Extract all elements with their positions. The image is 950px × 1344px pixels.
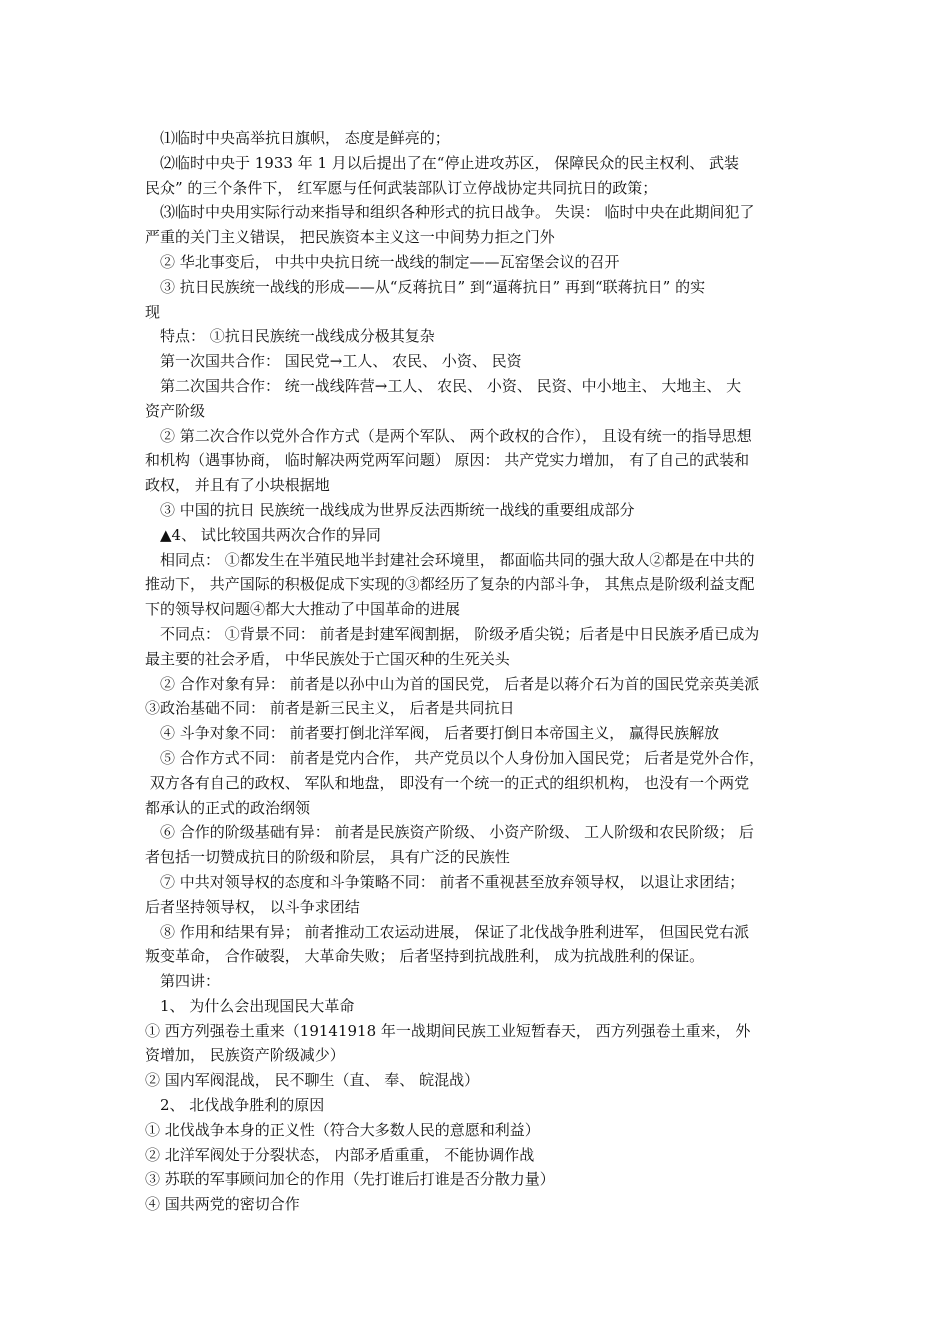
- text-line: 推动下， 共产国际的积极促成下实现的③都经历了复杂的内部斗争， 其焦点是阶级利益支配: [145, 575, 755, 594]
- text-line: ⑵临时中央于 1933 年 1 月以后提出了在“停止进攻苏区， 保障民众的民主权利、 武装: [160, 153, 739, 172]
- text-line: ⑶临时中央用实际行动来指导和组织各种形式的抗日战争。 失误： 临时中央在此期间犯了: [160, 203, 755, 222]
- text-line: 下的领导权问题④都大大推动了中国革命的进展: [145, 600, 461, 619]
- text-line: ⑦ 中共对领导权的态度和斗争策略不同： 前者不重视甚至放弃领导权， 以退让求团结；: [160, 872, 745, 891]
- text-line: ③政治基础不同： 前者是新三民主义， 后者是共同抗日: [145, 699, 515, 718]
- text-line: 相同点： ①都发生在半殖民地半封建社会环境里， 都面临共同的强大敌人②都是在中共的: [160, 550, 755, 569]
- text-line: ② 合作对象有异： 前者是以孙中山为首的国民党， 后者是以蒋介石为首的国民党亲英美派: [160, 674, 760, 693]
- text-line: ④ 斗争对象不同： 前者要打倒北洋军阀， 后者要打倒日本帝国主义， 赢得民族解放: [160, 724, 720, 743]
- text-line: ▲4、 试比较国共两次合作的异同: [160, 525, 381, 544]
- text-line: ⑤ 合作方式不同： 前者是党内合作， 共产党员以个人身份加入国民党； 后者是党外合作，: [160, 748, 765, 767]
- text-line: 第四讲：: [160, 972, 221, 991]
- text-line: 严重的关门主义错误， 把民族资本主义这一中间势力拒之门外: [145, 228, 555, 247]
- text-line: ② 第二次合作以党外合作方式（是两个军队、 两个政权的合作）， 且设有统一的指导思想: [160, 426, 752, 445]
- text-line: 第二次国共合作： 统一战线阵营→工人、 农民、 小资、 民资、中小地主、 大地主、 大: [160, 376, 742, 395]
- text-line: ① 北伐战争本身的正义性（符合大多数人民的意愿和利益）: [145, 1120, 540, 1139]
- text-line: 1、 为什么会出现国民大革命: [160, 996, 355, 1015]
- text-line: 第一次国共合作： 国民党→工人、 农民、 小资、 民资: [160, 352, 522, 371]
- text-line: 最主要的社会矛盾， 中华民族处于亡国灭种的生死关头: [145, 649, 510, 668]
- text-line: ③ 苏联的军事顾问加仑的作用（先打谁后打谁是否分散力量）: [145, 1170, 555, 1189]
- text-line: 特点： ①抗日民族统一战线成分极其复杂: [160, 327, 435, 346]
- text-line: ① 西方列强卷土重来（19141918 年一战期间民族工业短暂春天， 西方列强卷土重来， 外: [145, 1021, 751, 1040]
- text-line: 民众” 的三个条件下， 红军愿与任何武装部队订立停战协定共同抗日的政策；: [145, 178, 658, 197]
- text-line: ⑥ 合作的阶级基础有异： 前者是民族资产阶级、 小资产阶级、 工人阶级和农民阶级； 后: [160, 823, 754, 842]
- text-line: ② 华北事变后， 中共中央抗日统一战线的制定——瓦窑堡会议的召开: [160, 252, 620, 271]
- text-line: 和机构（遇事协商， 临时解决两党两军问题） 原因： 共产党实力增加， 有了自己的武装和: [145, 451, 750, 470]
- text-line: 资产阶级: [145, 401, 206, 420]
- text-line: 现: [145, 302, 161, 321]
- text-line: 政权， 并且有了小块根据地: [145, 476, 330, 495]
- text-line: 者包括一切赞成抗日的阶级和阶层， 具有广泛的民族性: [145, 848, 510, 867]
- text-line: 不同点： ①背景不同： 前者是封建军阀割据， 阶级矛盾尖锐；后者是中日民族矛盾已成为: [160, 624, 760, 643]
- text-line: ② 北洋军阀处于分裂状态， 内部矛盾重重， 不能协调作战: [145, 1145, 535, 1164]
- document-body: [145, 126, 805, 1217]
- text-line: 资增加， 民族资产阶级减少）: [145, 1046, 345, 1065]
- text-line: 2、 北伐战争胜利的原因: [160, 1096, 325, 1115]
- text-line: ⑴临时中央高举抗日旗帜， 态度是鲜亮的；: [160, 129, 450, 147]
- text-line: ⑧ 作用和结果有异； 前者推动工农运动进展， 保证了北伐战争胜利进军， 但国民党右派: [160, 922, 750, 941]
- text-line: ④ 国共两党的密切合作: [145, 1195, 300, 1214]
- text-line: ③ 中国的抗日 民族统一战线成为世界反法西斯统一战线的重要组成部分: [160, 500, 635, 519]
- text-line: 后者坚持领导权， 以斗争求团结: [145, 897, 360, 916]
- text-line: ② 国内军阀混战， 民不聊生（直、 奉、 皖混战）: [145, 1071, 480, 1090]
- text-line: 都承认的正式的政治纲领: [145, 798, 311, 817]
- text-line: 叛变革命， 合作破裂， 大革命失败； 后者坚持到抗战胜利， 成为抗战胜利的保证。: [145, 947, 705, 966]
- text-line: ③ 抗日民族统一战线的形成——从“反蒋抗日” 到“逼蒋抗日” 再到“联蒋抗日” 的实: [160, 277, 706, 296]
- text-line: 双方各有自己的政权、 军队和地盘， 即没有一个统一的正式的组织机构， 也没有一个两党: [145, 773, 750, 792]
